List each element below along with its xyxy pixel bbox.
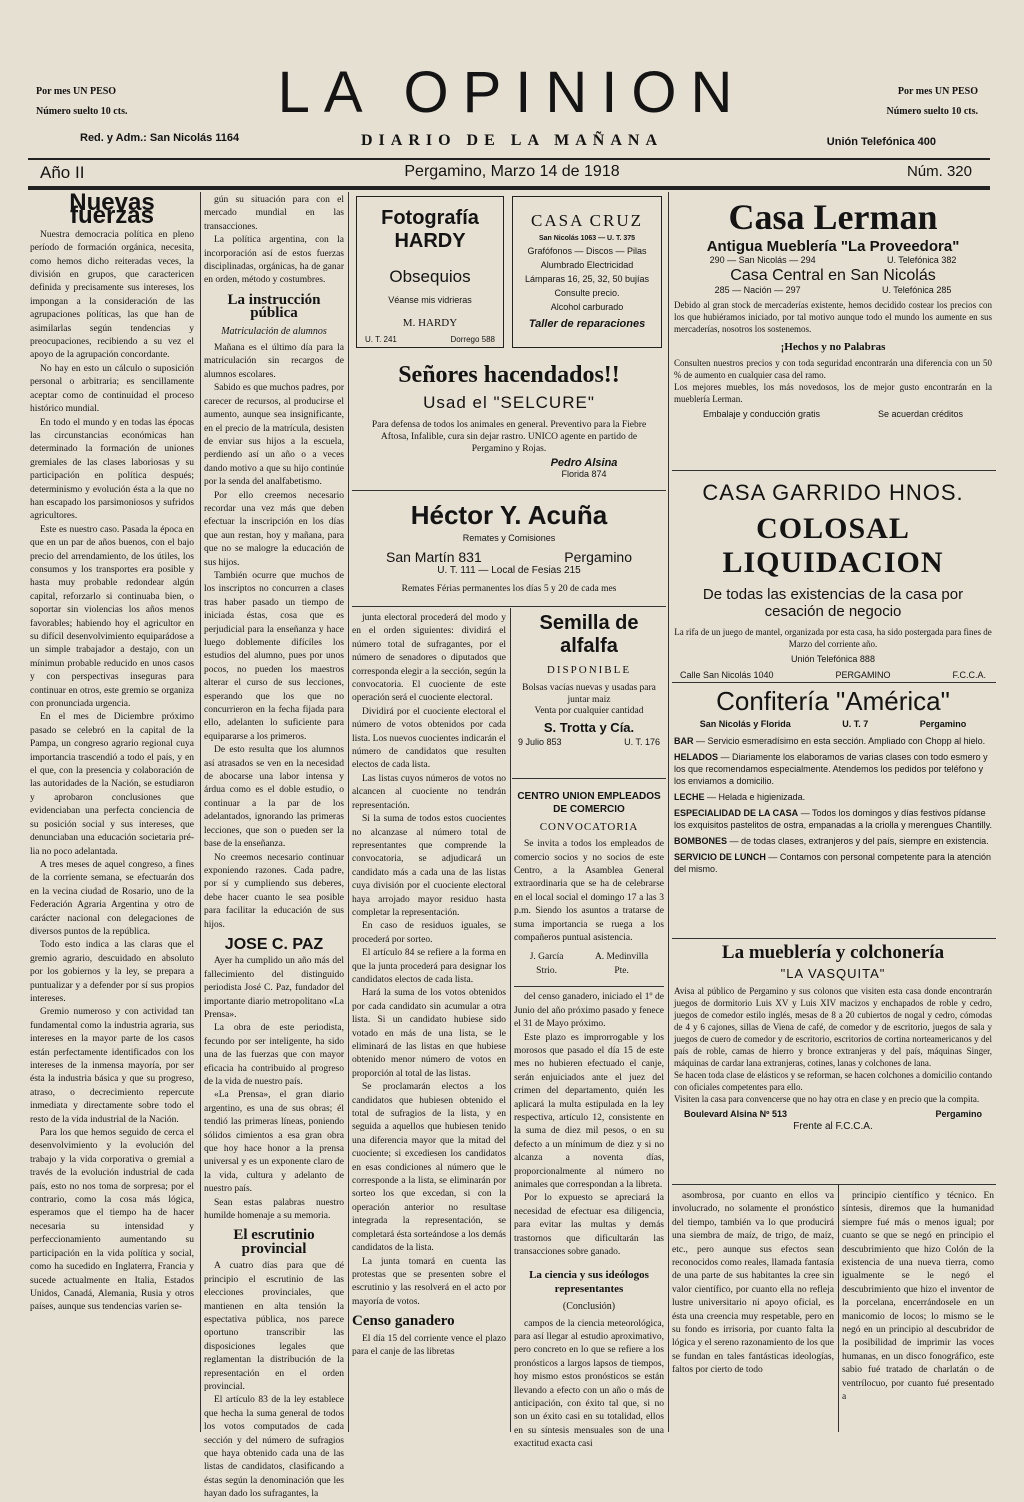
lerman-row2 [674, 285, 992, 295]
vasquita-title: La mueblería y colchonería [721, 942, 945, 963]
garrido-code: F.C.C.A. [952, 670, 986, 680]
garrido-tel: Unión Telefónica 888 [791, 654, 875, 664]
america-city: Pergamino [919, 719, 967, 729]
acuna-line1: Remates y Comisiones [462, 533, 556, 543]
lerman-motto: ¡Hechos y no Palabras [780, 341, 886, 353]
column-rule [348, 192, 349, 1432]
column-rule [510, 608, 511, 1432]
ad-semilla-alfalfa [514, 612, 664, 772]
item-text: — de todas clases, extranjeros y del país, siempre en existencia. [729, 836, 989, 846]
america-item [674, 835, 992, 847]
article-paragraph: junta electoral procederá del modo y en el orden siguientes: dividirá el número total de sufragantes, por el número de senadores o diputados que corresponda elegir a la sección, según la convocatoria. El cuociente de este operación será el cuociente electoral. [352, 613, 506, 704]
column-two [204, 194, 344, 1500]
ciencia-title: La ciencia y sus ideólogos representantes [529, 1269, 649, 1295]
article-paragraph: del censo ganadero, iniciado el 1º de Junio del año próximo pasado y fenece el 31 de Mayo próximo. [514, 992, 664, 1030]
alfalfa-tel: U. T. 176 [624, 737, 660, 747]
hardy-title: Fotografía HARDY [381, 207, 479, 252]
america-item [674, 751, 992, 787]
ad-hector-acuna [356, 494, 662, 606]
ad-separator [672, 470, 996, 471]
article-paragraph: principio científico y técnico. En síntesis, diremos que la humanidad siempre fué más o menos igual; por cuanto se que se negó en principio el descubrimiento que hizo Colón de la existencia de una nueva tierra, como igualmente se le negó el descubrimiento que hizo el inventor de la porcelana, encerrándosele en un manicomio de locos; lo mismo se le negó en un principio al descubridor de la posibilidad de imprimir las voces humanas, en un disco fonográfico, este sabio fué tratado de charlatán o de ventrílocuo, por cuanto fué presentado a [842, 1191, 994, 1403]
america-tel: U. T. 7 [842, 719, 869, 729]
cruz-line2: Alumbrado Electricidad [540, 260, 634, 270]
centro-signature [595, 951, 648, 978]
item-label: BOMBONES [674, 836, 728, 846]
masthead-rule-bottom [28, 186, 990, 190]
alfalfa-name: S. Trotta y Cía. [543, 720, 635, 735]
lerman-row1 [674, 255, 992, 265]
item-text: — Todos los domingos y días festivos pídanse los exquisitos pastelitos de ostra, empanadas a la criolla y merengues Chantilly. [674, 808, 992, 830]
garrido-big: COLOSAL LIQUIDACION [722, 512, 944, 579]
hardy-addr: Dorrego 588 [450, 335, 495, 344]
vasquita-footer [674, 1109, 992, 1119]
lerman-addr1: 290 — San Nicolás — 294 [709, 255, 816, 265]
article-paragraph: Las listas cuyos números de votos no alcancen al cuociente no tendrán representación. [352, 773, 506, 811]
ad-separator [352, 490, 666, 491]
article-paragraph: De esto resulta que los alumnos así atrasados se ven en la necesidad de abocarse una labor intensa y árdua como es el doble estudio, o continuar a la par de los adelantados, ignorando las primeras lecciones, que son o pueden ser la base de la enseñanza. [204, 745, 344, 850]
garrido-footer [674, 670, 992, 680]
signature-role: Strio. [536, 965, 558, 976]
alfalfa-title: Semilla de alfalfa [539, 612, 639, 657]
article-paragraph: Este es nuestro caso. Pasada la época en que en un par de años buenos, con el bajo precio del arrendamiento, de los útiles, los consumos y los transportes era posible y hasta muy probable redondear algún capital, reforzarlo si continuaba bien, o soportar sin violencias los años menos favorables; habiendo hoy el agricultor en su difícil desenvolvimiento equiparádose a un simple trabajador a destajo, con un mínimun probable reducido en unos casos y con perspectivas inseguras para continuar en otros, este gremio se organiza con pronunciada urgencia. [30, 524, 194, 710]
acuna-city: Pergamino [564, 549, 632, 565]
article-paragraph: Por ello creemos necesario recordar una vez más que deben efectuar la inscripción en los días que aun restan, hoy y mañana, para que no se malogre la educación de sus hijos. [204, 490, 344, 568]
hardy-footer [357, 329, 503, 344]
vasquita-subtitle: "LA VASQUITA" [780, 966, 886, 981]
acuna-tel: U. T. 111 — Local de Fesias 215 [437, 565, 581, 576]
article-paragraph: campos de la ciencia meteorológica, para así llegar al estudio aproximativo, pero concreto en lo que se refiere a los pronósticos a largos lapsos de tiempos, hoy mismo estos pronósticos se están llevando a efecto con un año o más de anticipación, con éxito tal que, si no son un éxito casi en su totalidad, ellos en su síntesis mensuales son de una exactitud exacta casi [514, 1318, 664, 1450]
signature-name: J. García [529, 952, 564, 963]
issue-date: Pergamino, Marzo 14 de 1918 [404, 163, 620, 180]
centro-title: CENTRO UNION EMPLEADOS DE COMERCIO [517, 791, 661, 816]
ad-casa-lerman [674, 196, 992, 466]
article-paragraph: En todo el mundo y en todas las épocas las circunstancias económicas han determinado la formación de uniones gremiales de las clases laboriosas y su participación en política después; determinismo y evolución ésta a la que no han escapado los parsimoniosos y sufridos agricultores. [30, 417, 194, 522]
price-right-single: Número suelto 10 cts. [886, 106, 978, 117]
cruz-title: CASA CRUZ [531, 211, 643, 230]
item-label: ESPECIALIDAD DE LA CASA [674, 808, 799, 818]
lerman-text2: Consulten nuestros precios y con toda seguridad encontrarán una diferencia con un 50 % de aumento en cualquier casa del ramo. [674, 358, 992, 380]
cruz-line5: Alcohol carburado [550, 302, 624, 312]
column-rule [200, 192, 201, 1432]
selcure-name: Pedro Alsina [550, 457, 618, 469]
column-separator [514, 986, 664, 987]
cruz-addr: San Nicolás 1063 — U. T. 375 [538, 235, 636, 242]
article-nuevas-fuerzas [30, 189, 194, 1434]
masthead-rule-top [28, 158, 990, 160]
article-paragraph: Mañana es el último día para la matriculación sin recargos de alumnos escolares. [204, 343, 344, 380]
article-paragraph: Gremio numeroso y con actividad tan fundamental como la industria agraria, sus intereses en la mayor parte de los casos están perfectamente identificados con los intereses de la inmensa mayoría, por ser ésta la industria básica y que su progreso, atraso, o decrecimiento repercute inmediata y directamente sobre todo el resto de la vida industrial de la Nación. [30, 1007, 194, 1125]
cruz-line4: Consulte precio. [554, 288, 620, 298]
america-addr: San Nicolás y Florida [699, 719, 791, 729]
hardy-line2: Véanse mis vidrieras [388, 295, 472, 305]
ad-separator [512, 778, 666, 779]
item-text: — Contamos con personal competente para la atención del mismo. [674, 852, 992, 874]
instruccion-title: La instrucción pública [227, 291, 321, 322]
alfalfa-line3: Venta por cualquier cantidad [534, 706, 644, 716]
acuna-addr: San Martín 831 [386, 549, 482, 565]
lerman-line2: Casa Central en San Nicolás [730, 267, 936, 284]
alfalfa-footer [514, 735, 664, 747]
lerman-tel1: U. Telefónica 382 [886, 255, 957, 265]
article-paragraph: Hará la suma de los votos obtenidos por cada candidato sin acumular a otra lista. Si un candidato hubiese sido votado en más de una lista, se le eliminará de las listas en que hubiese obtenido menor número de votos en proporción al total de las listas. [352, 988, 506, 1079]
centro-subtitle: CONVOCATORIA [539, 820, 639, 833]
newspaper-subtitle: DIARIO DE LA MAÑANA [360, 132, 663, 149]
column-three [352, 612, 506, 1432]
garrido-city: PERGAMINO [835, 670, 891, 680]
article-paragraph: Todo esto indica a las claras que el gremio agrario, descuidado en absoluto por los gobiernos y la ley, se prepara a puntualizar y a defender por sí sus propios intereses. [30, 940, 194, 1004]
america-item [674, 851, 992, 875]
article-paragraph: El día 15 del corriente vence el plazo para el canje de las libretas [352, 1333, 506, 1357]
ad-casa-cruz [512, 196, 662, 348]
america-item [674, 791, 992, 803]
column-rule [668, 192, 669, 1432]
vasquita-addr: Boulevard Alsina Nº 513 [684, 1109, 787, 1119]
lerman-footer [674, 409, 992, 419]
vasquita-text: Avisa al público de Pergamino y sus colonos que visiten esta casa donde encontrarán juegos de dormitorio Luis XV y Luis XIV macizos y enchapados de roble y cedro, juegos de comedor estilo inglés, mesas de 8 a 20 cubiertos de nogal y cedro, cómodas de 4 y 6 cajones, sillas de Viena de café, de comedor y de escritorio, juegos de sala y juegos de cuero de comedor y de escritorio, escritorios de cortina norteamericanos y del país de roble, camas de hierro y bronce extranjeras y del país, máquinas Singer, máquinas de cardar lana extranjeras, cotines, lanas y colchones de lana. [674, 986, 992, 1068]
selcure-text: Para defensa de todos los animales en general. Preventivo para la Fiebre Aftosa, Infalible, cura sin dejar rastro. UNICO agente en partido de Pergamino y Rojas. [371, 420, 647, 454]
article-paragraph: El artículo 84 se refiere a la forma en que la junta procederá para designar los candidatos electos de cada lista. [352, 948, 506, 985]
acuna-title: Héctor Y. Acuña [410, 500, 608, 530]
price-right-monthly: Por mes UN PESO [897, 86, 978, 97]
price-left-monthly: Por mes UN PESO [36, 86, 117, 97]
column-five [672, 1190, 834, 1434]
article-paragraph: No creemos necesario continuar exponiendo razones. Cada padre, por sí y cumpliendo sus deberes, debe hacer cuanto le sea posible para facilitar la educación de sus hijos. [204, 852, 344, 930]
article-paragraph: Se proclamarán electos a los candidatos que hubiesen obtenido el total de sufragios de la lista, y en seguida a aquellos que hubiesen tenido una diferencia mayor que la mitad del cuociente; si excediesen los candidatos en esas condiciones al número que le corresponde a la lista, se eliminarán por sorteo los que excedan, si con la operación anterior no resultase integrada la representación, se completará ésta sorteándose a los demás candidatos de la lista. [352, 1082, 506, 1254]
ad-confiteria-america [674, 686, 992, 934]
cruz-line1: Grafófonos — Discos — Pilas [527, 246, 647, 256]
acuna-address-row [356, 543, 662, 565]
column-rule [838, 1185, 839, 1432]
vasquita-line: Frente al F.C.C.A. [793, 1121, 873, 1132]
america-item [674, 807, 992, 831]
hardy-line1: Obsequios [389, 267, 471, 286]
acuna-text: Remates Férias permanentes los días 5 y 20 de cada mes [401, 584, 617, 594]
ad-separator [672, 682, 996, 683]
article-paragraph: asombrosa, por cuanto en ellos va involucrado, no solamente el pronóstico del tiempo, también va lo que producirá una siembra de maíz, de trigo, de maíz, etc., pero aunque sus efectos sean reconocidos como reales, llamada fantasía de una parte de sus habitantes la cree sin valor científico, por cuanto ella no refleja lustre universitario ni apoyo oficial, es ésta una creencia muy respetable, pero en su fondo es irrisoria, por cuanto falta la lógica y el sereno razonamiento de los que se fundan en tales fantásticas ideologías, faltos por cierto de todo [672, 1191, 834, 1376]
price-left-single: Número suelto 10 cts. [36, 106, 128, 117]
selcure-addr: Florida 874 [561, 469, 607, 479]
article-paragraph: Sean estas palabras nuestro humilde homenaje a su memoria. [204, 1197, 344, 1222]
article-paragraph: El artículo 83 de la ley establece que hecha la suma general de todos los votos computados de cada sección y del número de sufragios que haya obtenido cada una de las listas de candidatos, clasificando a éstas según la denominación que les hayan dado los sufragantes, la [204, 1395, 344, 1500]
instruccion-subtitle: Matriculación de alumnos [221, 325, 327, 337]
ad-fotografia-hardy [356, 196, 504, 348]
lerman-line4: Se acuerdan créditos [877, 409, 964, 419]
ad-casa-garrido [674, 476, 992, 680]
ad-separator [352, 606, 666, 607]
selcure-line1: Usad el "SELCURE" [423, 393, 595, 412]
alfalfa-line1: DISPONIBLE [546, 664, 632, 676]
signature-role: Pte. [614, 965, 629, 976]
article-paragraph: Dividirá por el cuociente electoral el número de votos obtenidos por cada lista. Los nuevos cuocientes indicarán el número de candidatos que resulten electos de cada lista. [352, 706, 506, 771]
article-paragraph: En caso de residuos iguales, se procederá por sorteo. [352, 921, 506, 945]
article-paragraph: Por lo expuesto se apreciará la necesidad de efectuar esa diligencia, para evitar las multas y demás trastornos que dificultarán las transacciones sobre ganado. [514, 1193, 664, 1257]
america-item [674, 735, 992, 747]
lerman-text: Debido al gran stock de mercaderías existente, hemos decidido costear los precios con los que hubiéramos iniciado, por tal motivo aunque todo el mundo los aumente en sus mercaderías, nosotros los sostenemos. [674, 300, 992, 334]
centro-signature [530, 951, 564, 978]
escrutinio-title: El escrutinio provincial [233, 1227, 315, 1257]
article-paragraph: «La Prensa», el gran diario argentino, es una de sus obras; él tendió las primeras líneas, poniendo sólidos cimientos a esa gran obra que hoy hace honor a la prensa universal y es un exponente claro de la vida, cultura y adelanto de nuestro país. [204, 1090, 344, 1195]
article-paragraph: A cuatro días para que dé principio el escrutinio de las elecciones provinciales, que mantienen en alta tensión la espectativa pública, nos parece oportuno transcribir las disposiciones legales que reglamentan la distribución de la representación en el orden provincial. [204, 1261, 344, 1392]
editorial-address: Red. y Adm.: San Nicolás 1164 [80, 132, 240, 144]
article-title: Nuevas fuerzas [69, 189, 155, 230]
hardy-tel: U. T. 241 [365, 335, 397, 344]
ad-separator [672, 1184, 996, 1185]
vasquita-text3: Visiten la casa para convencerse que no hay otra en clase y en precio que la compita. [674, 1094, 980, 1104]
article-paragraph: La junta tomará en cuenta las protestas que se presenten sobre el escrutinio y las resolverá en el acto por mayoría de votos. [352, 1256, 506, 1307]
article-paragraph: Sabido es que muchos padres, por carecer de recursos, al producirse el aumento, aunque sea insignificante, en el precio de la matrícula, desisten de enviar sus hijos a la escuela, perdiendo así un año o a veces dando motivo a que su hijo continúe por la senda del analfabetismo. [204, 383, 344, 488]
item-text: — Helada e higienizada. [707, 792, 806, 802]
item-text: — Servicio esmeradísimo en esta sección. Ampliado con Chopp al hielo. [696, 736, 986, 746]
centro-text: Se invita a todos los empleados de comercio socios y no socios de este Centro, a la Asamblea General extraordinaria que se ha de celebrarse en el local social el domingo 17 a las 3 p.m. Siendo los asuntos a tratarse de suma importancia se ruega a los compañeros puntual asistencia. [514, 839, 664, 944]
vasquita-text2: Se hacen toda clase de elásticos y se reforman, se hacen colchones a domicilio contando con oficiales competentes para ello. [674, 1070, 992, 1092]
garrido-text: La rifa de un juego de mantel, organizada por esta casa, ha sido postergada para fines de Marzo del corriente año. [674, 627, 992, 649]
editorial-phone: Unión Telefónica 400 [826, 136, 936, 148]
ad-separator [672, 938, 996, 939]
article-paragraph: La política argentina, con la incorporación así de estos fuerzas disciplinadas, orgánicas, ha de ganar en orden, método y costumbres. [204, 235, 344, 286]
lerman-text3: Los mejores muebles, los más novedosos, los de mejor gusto encontrarán en la mueblería Lerman. [674, 382, 992, 404]
article-paragraph: A tres meses de aquel congreso, a fines de la corriente semana, se efectuarán dos en la vecina ciudad de Rosario, uno de la Federación Agraria Argentina y otro de carácter nacional con delegaciones de diversos puntos de la república. [30, 859, 194, 937]
garrido-addr: Calle San Nicolás 1040 [680, 670, 774, 680]
lerman-line1: Antigua Mueblería "La Proveedora" [706, 238, 960, 255]
vasquita-city: Pergamino [935, 1109, 982, 1119]
lerman-tel2: U. Telefónica 285 [881, 285, 952, 295]
column-four [514, 784, 664, 1450]
article-paragraph: Para los que hemos seguido de cerca el desenvolvimiento y la evolución del trabajo y la vida corporativa o gremial a través de la evolución industrial de cada país, esto no nos toma de sorpresa; por el contrario, como la cosa más lógica, esperamos que el tiempo ha de hacer necesaria su intensidad y perfeccionamiento aumentando su participación en la vida política y social, como ha sucedido en Inglaterra, Francia y sucede actualmente en Italia, Estados Unidos, Canadá, Alemania, Rusia y otros países, aunque sus tendencias varíen se- [30, 1128, 194, 1313]
column-six [842, 1190, 994, 1434]
centro-signatures [514, 951, 664, 978]
item-label: SERVICIO DE LUNCH [674, 852, 766, 862]
issue-number: Núm. 320 [906, 163, 972, 180]
article-paragraph: Nuestra democracia política en pleno período de formación orgánica, necesita, como hemos dicho reiteradas veces, la división en grupos, que caractericen definida y precisamente sus intereses, los impongan a la consideración de las agrupaciones políticas, las que han de asimilarlas según tendencias y preocupaciones, recibiendo a su vez el apoyo de la agrupación concordante. [30, 229, 194, 361]
article-paragraph: La obra de este periodista, fecundo por ser inteligente, ha sido una de las fuerzas que con mayor eficacia ha contribuido al progreso de la vida de nuestro país. [204, 1023, 344, 1087]
article-paragraph: Si la suma de todos estos cuocientes no alcanzase al número total de representantes que comprende la convocatoria, se adjudicará un candidato más a cada una de las listas cuya división por el cuociente electoral haya arrojado mayor residuo hasta completar la representación. [352, 814, 506, 918]
signature-name: A. Medinvilla [594, 952, 649, 963]
year-label: Año II [40, 163, 85, 182]
item-label: BAR [674, 736, 694, 746]
article-paragraph: También ocurre que muchos de los inscriptos no concurren a clases tras haber pasado un tiempo de iniciada éstas, cosa que es perjudicial para la enseñanza y hace luego doblemente difíciles los estudios del alumno, pues por unos pocos, no pueden los maestros alterar el curso de sus lecciones, esperando que los que no concurrieron en la fecha fijada para ello, adelanten lo suficiente para equipararse a los primeros. [204, 570, 344, 742]
item-label: HELADOS [674, 752, 719, 762]
lerman-title: Casa Lerman [728, 197, 938, 237]
ad-selcure [356, 356, 662, 486]
hardy-name: M. HARDY [402, 317, 458, 329]
article-paragraph: Ayer ha cumplido un año más del fallecimiento del distinguido periodista José C. Paz, fundador del importante diario metropolitano «La Prensa». [204, 956, 344, 1020]
article-paragraph: En el mes de Diciembre próximo pasado se celebró en la capital de la Pampa, un congreso agrario regional cuya importancia trascendió a todo el país, y en el que, con la presencia y colaboración de las autoridades de la Nación, se estudiaron y aprobaron conclusiones que evidenciaban una perfecta conciencia de su posición social y sus intereses, que denunciaban una educación societaria pré-lia no poco adelantada. [30, 712, 194, 857]
ad-la-vasquita [674, 942, 992, 1180]
america-row [674, 719, 992, 729]
alfalfa-line2: Bolsas vacías nuevas y usadas para juntar maiz [522, 683, 656, 705]
censo-title: Censo ganadero [352, 1313, 455, 1330]
america-title: Confitería "América" [716, 686, 950, 716]
alfalfa-addr: 9 Julio 853 [518, 737, 562, 747]
cruz-line3: Lámparas 16, 25, 32, 50 bujías [524, 274, 650, 284]
masthead [0, 0, 1024, 190]
newspaper-title: LA OPINION [277, 60, 747, 125]
ciencia-subtitle: (Conclusión) [562, 1301, 616, 1313]
cruz-line6: Taller de reparaciones [528, 318, 646, 330]
item-label: LECHE [674, 792, 705, 802]
item-text: — Diariamente los elaboramos de varias clases con todo esmero y los que recomendamos especialmente. Atendemos los pedidos por teléfono y los enviamos a domicilio. [674, 752, 988, 786]
article-paragraph: Este plazo es improrrogable y los morosos que pasado el día 15 de este mes no hubieren efectuado el canje, serán enjuiciados ante el juez del crimen del departamento, quién les aplicará la multa estipulada en la ley respectiva, artículo 12, consistente en la suma de diez mil pesos, o en su defecto a un mínimum de diez y si no alcanza a noventa días, proporcionalmente al número no animales que correspondan a la libreta. [514, 1032, 664, 1190]
article-paragraph: No hay en esto un cálculo o suposición personal o arbitraria; es sencillamente aceptar como de continuidad el proceso histórico mundial. [30, 363, 194, 415]
lerman-line3: Embalaje y conducción gratis [702, 409, 821, 419]
article-paragraph: gún su situación para con el mercado mundial en las transacciones. [204, 195, 344, 232]
garrido-title: CASA GARRIDO HNOS. [702, 480, 964, 505]
paz-title: JOSE C. PAZ [224, 935, 324, 953]
garrido-line1: De todas las existencias de la casa por cesación de negocio [702, 586, 964, 620]
selcure-title: Señores hacendados!! [398, 362, 620, 388]
lerman-addr2: 285 — Nación — 297 [714, 285, 801, 295]
